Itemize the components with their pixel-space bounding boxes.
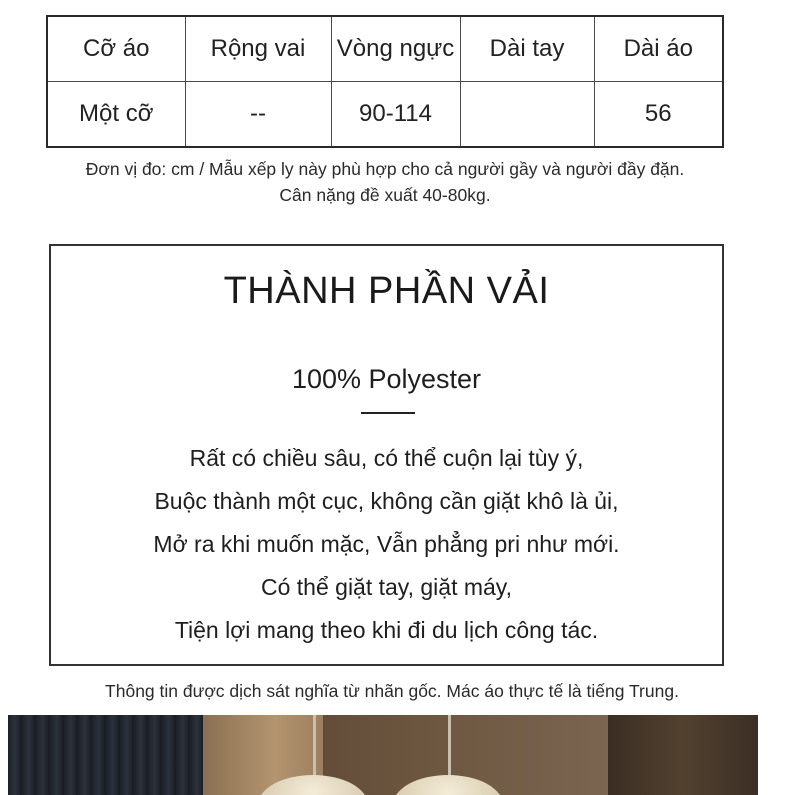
- product-photo: [8, 715, 758, 795]
- header-shoulder-width: Rộng vai: [185, 16, 331, 82]
- fabric-line: Buộc thành một cục, không cần giặt khô là ủi,: [154, 488, 619, 514]
- cell-shoulder-width: --: [185, 82, 331, 148]
- cell-body-length: 56: [594, 82, 723, 148]
- header-size: Cỡ áo: [47, 16, 185, 82]
- weight-note: Cân nặng đề xuất 40-80kg.: [279, 185, 491, 205]
- header-sleeve-length: Dài tay: [460, 16, 594, 82]
- measurement-note: Đơn vị đo: cm / Mẫu xếp ly này phù hợp cho cả người gầy và người đầy đặn.: [85, 159, 685, 179]
- header-body-length: Dài áo: [594, 16, 723, 82]
- lamp-shade: [393, 775, 503, 795]
- fabric-material: 100% Polyester: [291, 364, 482, 394]
- cell-chest: 90-114: [331, 82, 460, 148]
- fabric-line: Tiện lợi mang theo khi đi du lịch công tác.: [174, 617, 599, 643]
- translation-note: Thông tin được dịch sát nghĩa từ nhãn gốc. Mác áo thực tế là tiếng Trung.: [105, 681, 679, 701]
- fabric-line: Có thể giặt tay, giặt máy,: [261, 574, 512, 600]
- wood-panel: [608, 715, 758, 795]
- divider: [361, 412, 415, 414]
- fabric-line: Rất có chiều sâu, có thể cuộn lại tùy ý,: [189, 445, 584, 471]
- fabric-line: Mở ra khi muốn mặc, Vẫn phẳng pri như mới.: [153, 531, 620, 557]
- size-table: [46, 15, 724, 148]
- cell-size: Một cỡ: [47, 82, 185, 148]
- size-table-header-row: [47, 16, 723, 82]
- header-chest: Vòng ngực: [331, 16, 460, 82]
- table-row: [47, 82, 723, 148]
- curtain: [8, 715, 203, 795]
- fabric-description: [51, 437, 722, 652]
- fabric-composition-box: [49, 244, 724, 666]
- cell-sleeve-length: [460, 82, 594, 148]
- fabric-title: THÀNH PHẦN VẢI: [223, 270, 550, 312]
